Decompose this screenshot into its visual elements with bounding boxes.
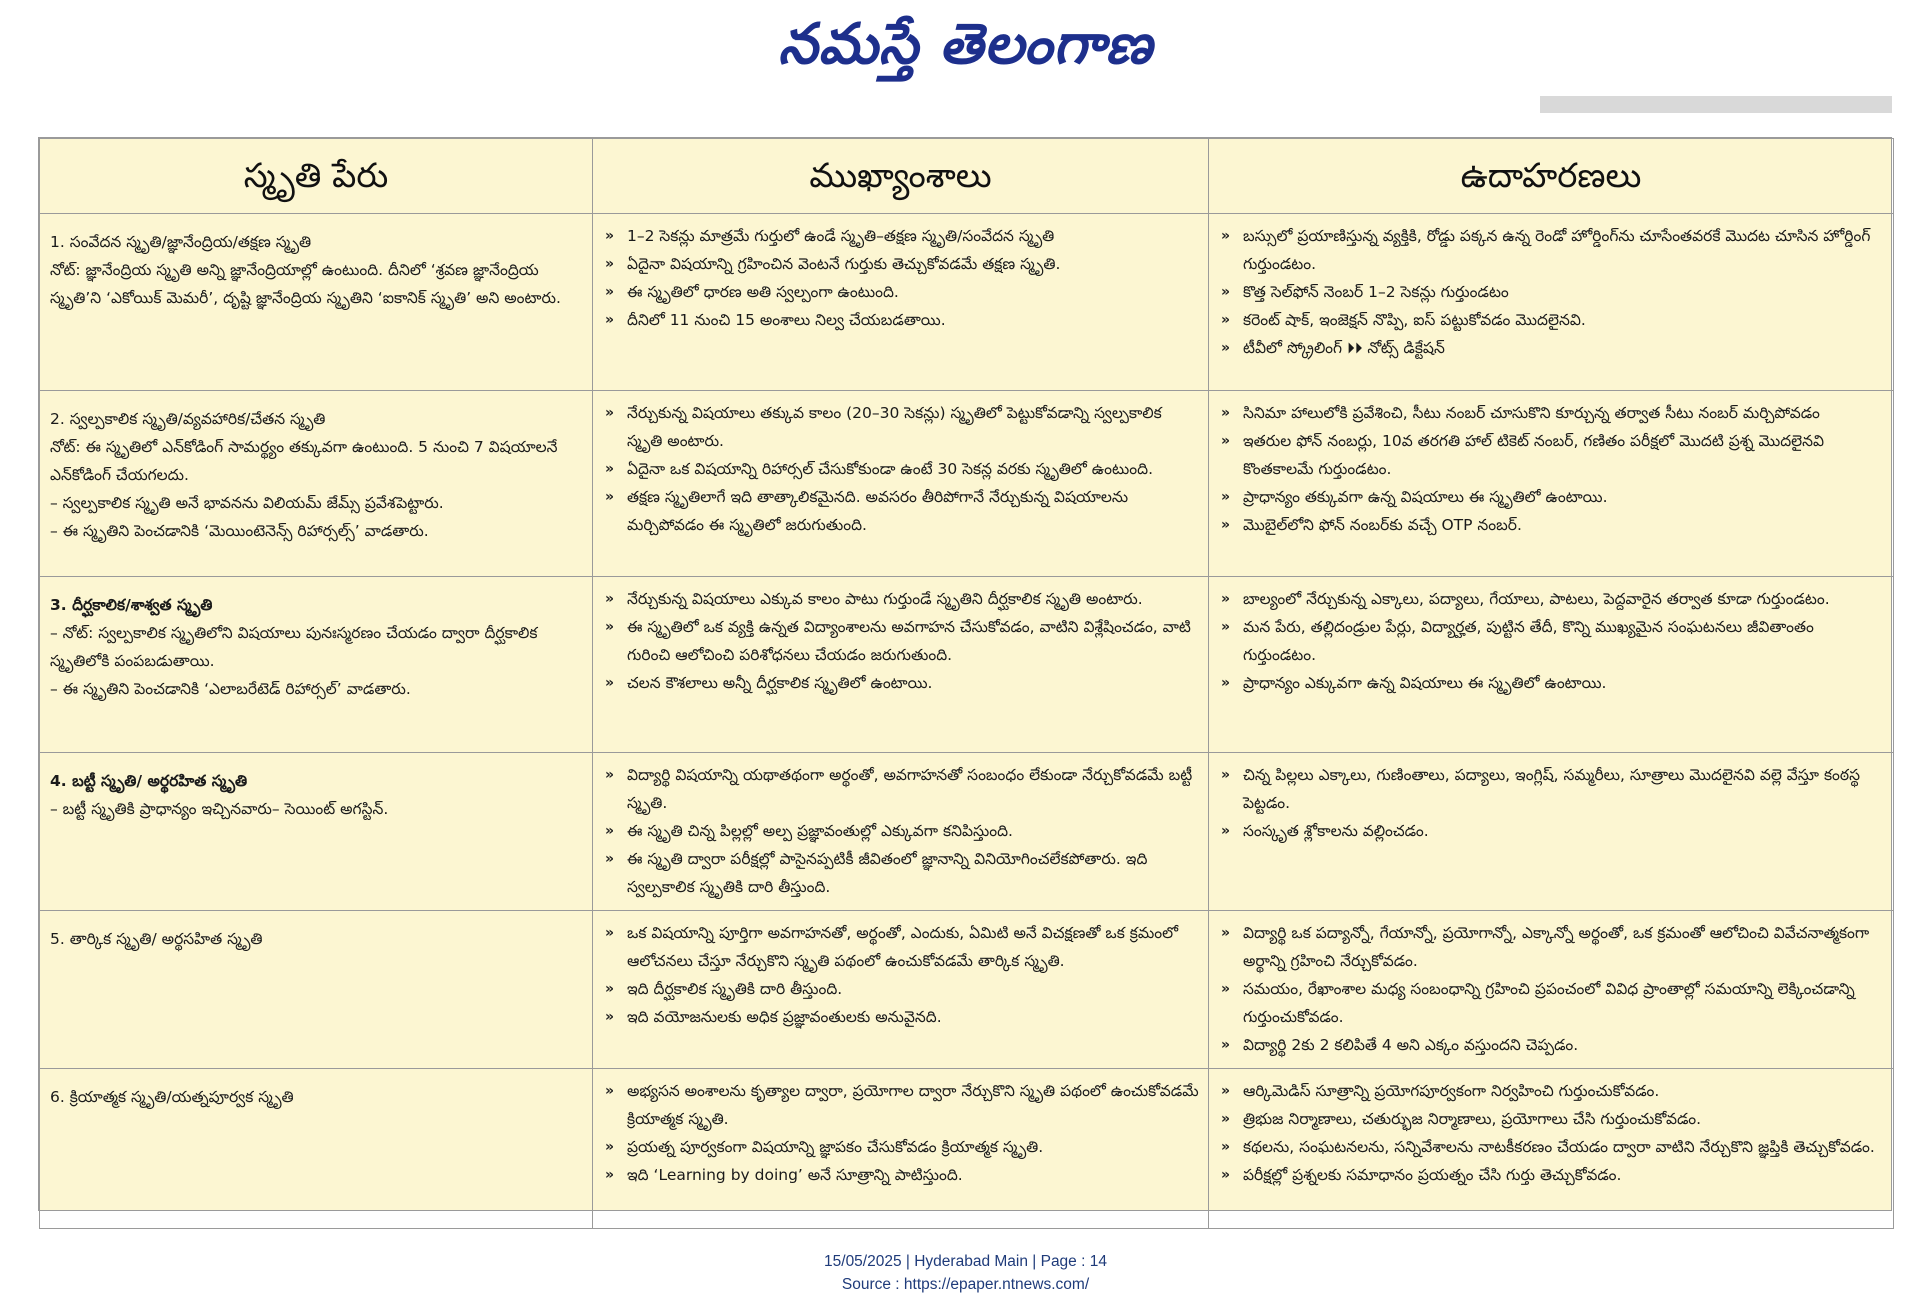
example-text: బాల్యంలో నేర్చుకున్న ఎక్కాలు, పద్యాలు, గేయాలు, పాటలు, పెద్దవారైన తర్వాత కూడా గుర్తుండటం. (1243, 590, 1830, 608)
key-point-text: చలన కౌశలాలు అన్నీ దీర్ఘకాలిక స్మృతిలో ఉంటాయి. (627, 674, 933, 692)
key-point-item (601, 669, 1200, 697)
double-chevron-bullet-icon: » (605, 489, 615, 505)
key-point-text: దీనిలో 11 నుంచి 15 అంశాలు నిల్వ చేయబడతాయి. (627, 311, 946, 329)
memory-note: నోట్: ఈ స్మృతిలో ఎన్‌కోడింగ్ సామర్థ్యం తక్కువగా ఉంటుంది. 5 నుంచి 7 విషయాలనే ఎన్‌కోడింగ్ చేయగలదు. (50, 438, 558, 484)
example-item (1217, 669, 1885, 697)
table-body (40, 214, 1894, 1229)
masthead-logo: నమస్తే తెలంగాణ (778, 11, 1153, 77)
example-text: సినిమా హాలులోకి ప్రవేశించి, సీటు నంబర్ చూసుకొని కూర్చున్న తర్వాత సీటు నంబర్ మర్చిపోవడం (1243, 404, 1820, 422)
examples-cell (1209, 577, 1894, 753)
example-item (1217, 399, 1885, 427)
memory-note: – బట్టీ స్మృతికి ప్రాధాన్యం ఇచ్చినవారు– సెయింట్ అగస్టిన్. (50, 800, 389, 818)
double-chevron-bullet-icon: » (605, 925, 615, 941)
double-chevron-bullet-icon: » (605, 228, 615, 244)
table-row (40, 753, 1894, 911)
key-points-cell (593, 577, 1209, 753)
key-point-text: ఈ స్మృతిలో ధారణ అతి స్వల్పంగా ఉంటుంది. (627, 283, 899, 301)
key-point-item (601, 975, 1200, 1003)
example-item (1217, 278, 1885, 306)
key-point-item (601, 761, 1200, 817)
table-row (40, 391, 1894, 577)
double-chevron-bullet-icon: » (1221, 767, 1231, 783)
double-chevron-bullet-icon: » (1221, 284, 1231, 300)
memory-name-cell (40, 391, 593, 577)
double-chevron-bullet-icon: » (605, 619, 615, 635)
example-item (1217, 427, 1885, 483)
memory-note: – నోట్: స్వల్పకాలిక స్మృతిలోని విషయాలు పునఃస్మరణం చేయడం ద్వారా దీర్ఘకాలిక స్మృతిలోకి పంపబడుతాయి. (50, 624, 538, 670)
example-text: త్రిభుజ నిర్మాణాలు, చతుర్భుజ నిర్మాణాలు, ప్రయోగాలు చేసి గుర్తుంచుకోవడం. (1243, 1110, 1701, 1128)
key-point-item (601, 278, 1200, 306)
memory-note: – స్వల్పకాలిక స్మృతి అనే భావనను విలియమ్ జేమ్స్ ప్రవేశపెట్టారు. (50, 494, 444, 512)
double-chevron-bullet-icon: » (1221, 312, 1231, 328)
key-point-item (601, 1133, 1200, 1161)
key-point-text: ఈ స్మృతి ద్వారా పరీక్షల్లో పాసైనప్పటికీ జీవితంలో జ్ఞానాన్ని వినియోగించలేకపోతారు. ఇది స్వల్పకాలిక స్మృతికి దారి తీస్తుంది. (627, 850, 1148, 896)
key-point-item (601, 817, 1200, 845)
key-point-text: ఒక విషయాన్ని పూర్తిగా అవగాహనతో, అర్థంతో, ఎందుకు, ఏమిటి అనే విచక్షణతో ఒక క్రమంలో ఆలోచనలు చేస్తూ నేర్చుకొని స్మృతి పథంలో ఉంచుకోవడమే తార్కిక స్మృతి. (627, 924, 1179, 970)
examples-cell (1209, 391, 1894, 577)
memory-name: 5. తార్కిక స్మృతి/ అర్థసహిత స్మృతి (50, 930, 263, 948)
header-key-points: ముఖ్యాంశాలు (593, 139, 1209, 214)
double-chevron-bullet-icon: » (1221, 433, 1231, 449)
example-item (1217, 817, 1885, 845)
key-points-cell (593, 214, 1209, 391)
key-point-text: ఈ స్మృతిలో ఒక వ్యక్తి ఉన్నత విద్యాంశాలను అవగాహన చేసుకోవడం, వాటిని విశ్లేషించడం, వాటి గురించి ఆలోచించి పరిశోధనలు చేయడం జరుగుతుంది. (627, 618, 1191, 664)
example-text: మొబైల్‌లోని ఫోన్ నంబర్‌కు వచ్చే OTP నంబర్. (1243, 516, 1522, 534)
double-chevron-bullet-icon: » (1221, 228, 1231, 244)
double-chevron-bullet-icon: » (1221, 1111, 1231, 1127)
double-chevron-bullet-icon: » (1221, 517, 1231, 533)
example-text: టీవీలో స్క్రోలింగ్ ⏵⏵ నోట్స్ డిక్టేషన్ (1243, 339, 1445, 357)
top-strip (1540, 96, 1892, 113)
key-point-text: అభ్యసన అంశాలను కృత్యాల ద్వారా, ప్రయోగాల ద్వారా నేర్చుకొని స్మృతి పథంలో ఉంచుకోవడమే క్రియాత్మక స్మృతి. (627, 1082, 1199, 1128)
example-list (1217, 761, 1885, 845)
example-text: విద్యార్థి ఒక పద్యాన్నో, గేయాన్నో, ప్రయోగాన్నో, ఎక్కాన్నో అర్థంతో, ఒక క్రమంతో ఆలోచించి వివేచనాత్మకంగా అర్థాన్ని గ్రహించి నేర్చుకోవడం. (1243, 924, 1870, 970)
table-row (40, 911, 1894, 1069)
example-list (1217, 919, 1885, 1059)
double-chevron-bullet-icon: » (605, 823, 615, 839)
memory-types-table (39, 138, 1894, 1229)
example-text: బస్సులో ప్రయాణిస్తున్న వ్యక్తికి, రోడ్డు పక్కన ఉన్న రెండో హోర్డింగ్‌ను చూసేంతవరకే మొదట చూసిన హోర్డింగ్ గుర్తుండటం. (1243, 227, 1871, 273)
header-examples: ఉదాహరణలు (1209, 139, 1894, 214)
example-item (1217, 222, 1885, 278)
key-point-item (601, 250, 1200, 278)
key-point-text: ఇది ‘Learning by doing’ అనే సూత్రాన్ని పాటిస్తుంది. (627, 1166, 963, 1184)
example-item (1217, 334, 1885, 362)
double-chevron-bullet-icon: » (1221, 981, 1231, 997)
double-chevron-bullet-icon: » (1221, 1037, 1231, 1053)
key-point-item (601, 1077, 1200, 1133)
key-point-item (601, 613, 1200, 669)
example-list (1217, 1077, 1885, 1189)
key-points-cell (593, 391, 1209, 577)
examples-cell (1209, 214, 1894, 391)
key-point-list (601, 585, 1200, 697)
example-text: చిన్న పిల్లలు ఎక్కాలు, గుణింతాలు, పద్యాలు, ఇంగ్లిష్, సమ్మరీలు, సూత్రాలు మొదలైనవి వల్లె వేస్తూ కంఠస్థ పెట్టడం. (1243, 766, 1860, 812)
example-list (1217, 585, 1885, 697)
examples-cell (1209, 753, 1894, 911)
example-text: ఆర్కిమెడిస్ సూత్రాన్ని ప్రయోగపూర్వకంగా నిర్వహించి గుర్తుంచుకోవడం. (1243, 1082, 1660, 1100)
double-chevron-bullet-icon: » (1221, 1167, 1231, 1183)
example-list (1217, 222, 1885, 362)
key-point-text: నేర్చుకున్న విషయాలు ఎక్కువ కాలం పాటు గుర్తుండే స్మృతిని దీర్ఘకాలిక స్మృతి అంటారు. (627, 590, 1143, 608)
example-item (1217, 975, 1885, 1031)
memory-name: 1. సంవేదన స్మృతి/జ్ఞానేంద్రియ/తక్షణ స్మృతి (50, 233, 312, 251)
double-chevron-bullet-icon: » (605, 405, 615, 421)
example-item (1217, 1133, 1885, 1161)
memory-name-cell (40, 577, 593, 753)
double-chevron-bullet-icon: » (1221, 1139, 1231, 1155)
example-item (1217, 1105, 1885, 1133)
key-point-text: ఏదైనా విషయాన్ని గ్రహించిన వెంటనే గుర్తుకు తెచ్చుకోవడమే తక్షణ స్మృతి. (627, 255, 1061, 273)
key-point-text: ఇది దీర్ఘకాలిక స్మృతికి దారి తీస్తుంది. (627, 980, 843, 998)
key-point-list (601, 919, 1200, 1031)
example-text: కొత్త సెల్‌ఫోన్ నెంబర్ 1–2 సెకన్లు గుర్తుండటం (1243, 283, 1509, 301)
double-chevron-bullet-icon: » (605, 1083, 615, 1099)
double-chevron-bullet-icon: » (605, 461, 615, 477)
key-point-item (601, 483, 1200, 539)
footer-edition-line: 15/05/2025 | Hyderabad Main | Page : 14 (824, 1253, 1107, 1270)
example-list (1217, 399, 1885, 539)
double-chevron-bullet-icon: » (1221, 823, 1231, 839)
memory-name-cell (40, 214, 593, 391)
key-point-item (601, 845, 1200, 901)
memory-name: 3. దీర్ఘకాలిక/శాశ్వత స్మృతి (50, 596, 213, 614)
memory-name: 4. బట్టీ స్మృతి/ అర్థరహిత స్మృతి (50, 772, 248, 790)
memory-note: నోట్: జ్ఞానేంద్రియ స్మృతి అన్ని జ్ఞానేంద్రియాల్లో ఉంటుంది. దీనిలో ‘శ్రవణ జ్ఞానేంద్రియ స్మృతి’ని ‘ఎకోయిక్ మెమరీ’, దృష్టి జ్ఞానేంద్రియ స్మృతిని ‘ఐకానిక్ స్మృతి’ అని అంటారు. (50, 261, 561, 307)
double-chevron-bullet-icon: » (1221, 405, 1231, 421)
double-chevron-bullet-icon: » (605, 675, 615, 691)
example-text: కరెంట్ షాక్, ఇంజెక్షన్ నొప్పి, ఐస్ పట్టుకోవడం మొదలైనవి. (1243, 311, 1586, 329)
key-point-text: విద్యార్థి విషయాన్ని యథాతథంగా అర్థంతో, అవగాహనతో సంబంధం లేకుండా నేర్చుకోవడమే బట్టీ స్మృతి. (627, 766, 1193, 812)
double-chevron-bullet-icon: » (605, 851, 615, 867)
key-points-cell (593, 753, 1209, 911)
memory-name-cell (40, 911, 593, 1069)
memory-name: 2. స్వల్పకాలిక స్మృతి/వ్యవహారిక/చేతన స్మృతి (50, 410, 326, 428)
header-memory-name: స్మృతి పేరు (40, 139, 593, 214)
table-row (40, 214, 1894, 391)
double-chevron-bullet-icon: » (605, 1167, 615, 1183)
example-item (1217, 761, 1885, 817)
key-point-list (601, 222, 1200, 334)
example-text: పరీక్షల్లో ప్రశ్నలకు సమాధానం ప్రయత్నం చేసి గుర్తు తెచ్చుకోవడం. (1243, 1166, 1622, 1184)
key-point-text: 1–2 సెకన్లు మాత్రమే గుర్తులో ఉండే స్మృతి–తక్షణ స్మృతి/సంవేదన స్మృతి (627, 227, 1055, 245)
example-item (1217, 1031, 1885, 1059)
key-points-cell (593, 911, 1209, 1069)
memory-name-cell (40, 753, 593, 911)
key-point-item (601, 919, 1200, 975)
example-text: ప్రాధాన్యం తక్కువగా ఉన్న విషయాలు ఈ స్మృతిలో ఉంటాయి. (1243, 488, 1608, 506)
key-point-item (601, 585, 1200, 613)
example-text: ఇతరుల ఫోన్ నంబర్లు, 10వ తరగతి హాల్ టికెట్ నంబర్, గణితం పరీక్షలో మొదటి ప్రశ్న మొదలైనవి కొంతకాలమే గుర్తుండటం. (1243, 432, 1825, 478)
key-point-list (601, 399, 1200, 539)
key-point-text: ప్రయత్న పూర్వకంగా విషయాన్ని జ్ఞాపకం చేసుకోవడం క్రియాత్మక స్మృతి. (627, 1138, 1044, 1156)
footer-source-line: Source : https://epaper.ntnews.com/ (841, 1276, 1090, 1293)
example-item (1217, 306, 1885, 334)
double-chevron-bullet-icon: » (605, 1009, 615, 1025)
key-point-item (601, 399, 1200, 455)
double-chevron-bullet-icon: » (605, 256, 615, 272)
double-chevron-bullet-icon: » (1221, 591, 1231, 607)
key-point-item (601, 455, 1200, 483)
key-points-cell (593, 1069, 1209, 1229)
memory-name: 6. క్రియాత్మక స్మృతి/యత్నపూర్వక స్మృతి (50, 1088, 294, 1106)
table-header-row (40, 139, 1894, 214)
examples-cell (1209, 1069, 1894, 1229)
table-row (40, 1069, 1894, 1229)
key-point-list (601, 761, 1200, 901)
key-point-text: ఈ స్మృతి చిన్న పిల్లల్లో అల్ప ప్రజ్ఞావంతుల్లో ఎక్కువగా కనిపిస్తుంది. (627, 822, 1013, 840)
example-text: సంస్కృత శ్లోకాలను వల్లించడం. (1243, 822, 1429, 840)
key-point-item (601, 222, 1200, 250)
example-text: సమయం, రేఖాంశాల మధ్య సంబంధాన్ని గ్రహించి ప్రపంచంలో వివిధ ప్రాంతాల్లో సమయాన్ని లెక్కించడాన్ని గుర్తుంచుకోవడం. (1243, 980, 1855, 1026)
example-item (1217, 511, 1885, 539)
double-chevron-bullet-icon: » (1221, 340, 1231, 356)
double-chevron-bullet-icon: » (605, 284, 615, 300)
key-point-item (601, 306, 1200, 334)
example-item (1217, 585, 1885, 613)
examples-cell (1209, 911, 1894, 1069)
example-text: కథలను, సంఘటనలను, సన్నివేశాలను నాటకీకరణం చేయడం ద్వారా వాటిని నేర్చుకొని జ్ఞప్తికి తెచ్చుకోవడం. (1243, 1138, 1875, 1156)
key-point-text: తక్షణ స్మృతిలాగే ఇది తాత్కాలికమైనది. అవసరం తీరిపోగానే నేర్చుకున్న విషయాలను మర్చిపోవడం ఈ స్మృతిలో జరుగుతుంది. (627, 488, 1129, 534)
example-item (1217, 919, 1885, 975)
double-chevron-bullet-icon: » (605, 981, 615, 997)
memory-note: – ఈ స్మృతిని పెంచడానికి ‘ఎలాబరేటెడ్ రిహార్సల్’ వాడతారు. (50, 680, 411, 698)
double-chevron-bullet-icon: » (1221, 619, 1231, 635)
key-point-list (601, 1077, 1200, 1189)
example-item (1217, 1077, 1885, 1105)
double-chevron-bullet-icon: » (1221, 675, 1231, 691)
double-chevron-bullet-icon: » (605, 1139, 615, 1155)
key-point-item (601, 1161, 1200, 1189)
example-item (1217, 613, 1885, 669)
double-chevron-bullet-icon: » (1221, 1083, 1231, 1099)
example-item (1217, 483, 1885, 511)
double-chevron-bullet-icon: » (1221, 925, 1231, 941)
example-text: విద్యార్థి 2కు 2 కలిపితే 4 అని ఎక్కం వస్తుందని చెప్పడం. (1243, 1036, 1579, 1054)
memory-note: – ఈ స్మృతిని పెంచడానికి ‘మెయింటెనెన్స్ రిహార్సల్స్’ వాడతారు. (50, 522, 429, 540)
key-point-text: ఏదైనా ఒక విషయాన్ని రిహార్సల్ చేసుకోకుండా ఉంటే 30 సెకన్ల వరకు స్మృతిలో ఉంటుంది. (627, 460, 1154, 478)
double-chevron-bullet-icon: » (1221, 489, 1231, 505)
table-row (40, 577, 1894, 753)
key-point-text: నేర్చుకున్న విషయాలు తక్కువ కాలం (20–30 సెకన్లు) స్మృతిలో పెట్టుకోవడాన్ని స్వల్పకాలిక స్మృతి అంటారు. (627, 404, 1162, 450)
key-point-text: ఇది వయోజనులకు అధిక ప్రజ్ఞావంతులకు అనువైనది. (627, 1008, 942, 1026)
key-point-item (601, 1003, 1200, 1031)
double-chevron-bullet-icon: » (605, 767, 615, 783)
example-text: ప్రాధాన్యం ఎక్కువగా ఉన్న విషయాలు ఈ స్మృతిలో ఉంటాయి. (1243, 674, 1607, 692)
example-text: మన పేరు, తల్లిదండ్రుల పేర్లు, విద్యార్హత, పుట్టిన తేదీ, కొన్ని ముఖ్యమైన సంఘటనలు జీవితాంతం గుర్తుండటం. (1243, 618, 1814, 664)
double-chevron-bullet-icon: » (605, 591, 615, 607)
memory-name-cell (40, 1069, 593, 1229)
memory-types-table-container (38, 137, 1892, 1211)
example-item (1217, 1161, 1885, 1189)
double-chevron-bullet-icon: » (605, 312, 615, 328)
